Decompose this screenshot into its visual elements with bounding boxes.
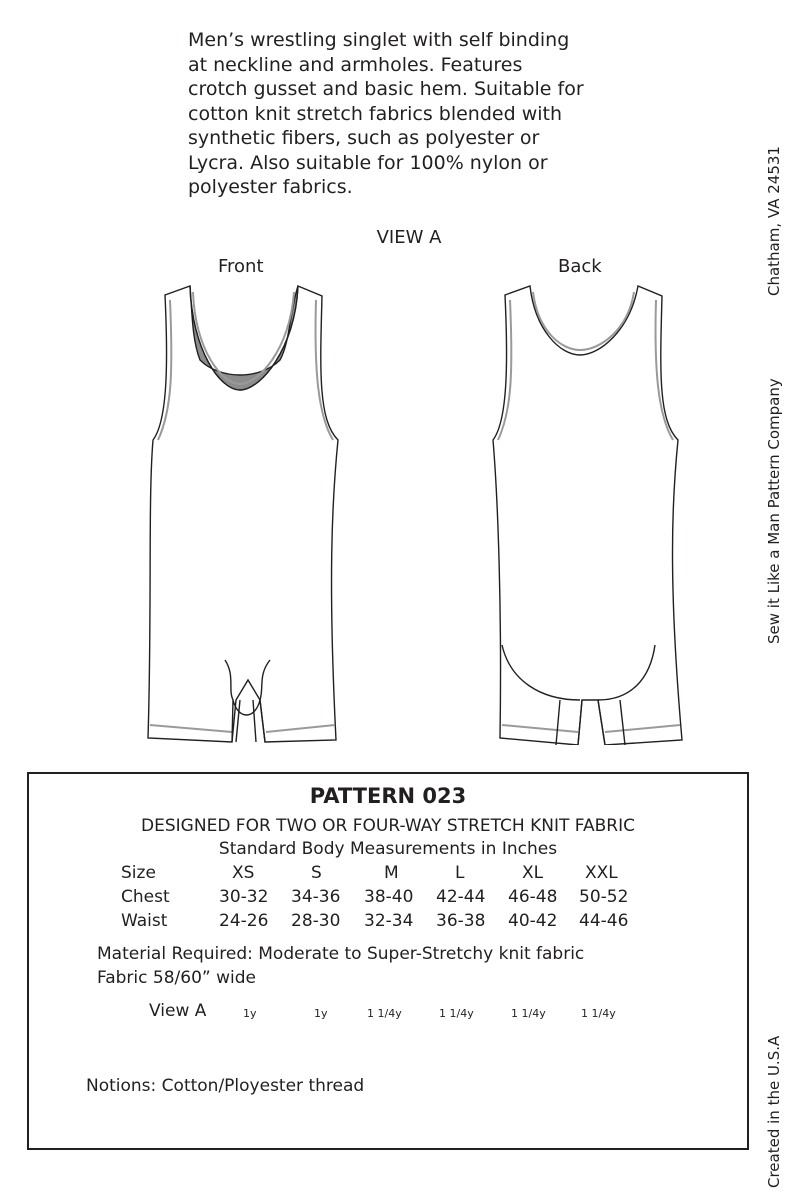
cell: XL (522, 863, 544, 883)
back-view-drawing (493, 286, 682, 745)
description-line: polyester fabrics. (188, 176, 353, 198)
back-label: Back (558, 256, 602, 277)
notions: Notions: Cotton/Ployester thread (86, 1076, 365, 1096)
cell: 24-26 (219, 911, 269, 931)
cell: 1 1/4y (581, 1007, 616, 1020)
cell: 1 1/4y (439, 1007, 474, 1020)
pattern-info-box (27, 772, 749, 1150)
cell: 1 1/4y (511, 1007, 546, 1020)
row-label: Chest (121, 887, 170, 907)
description-line: Lycra. Also suitable for 100% nylon or (188, 151, 548, 174)
address-text: Chatham, VA 24531 (765, 146, 783, 296)
description-line: cotton knit stretch fabrics blended with (188, 102, 562, 125)
description-line: Men’s wrestling singlet with self binding (188, 29, 570, 51)
material-required: Material Required: Moderate to Super-Stretchy knit fabric (97, 944, 585, 964)
cell: 50-52 (579, 887, 629, 907)
view-title: VIEW A (376, 227, 442, 248)
row-label: Size (121, 863, 156, 883)
pattern-title: PATTERN 023 (309, 784, 467, 808)
cell: 1 1/4y (367, 1007, 402, 1020)
cell: 30-32 (219, 887, 269, 907)
description-line: crotch gusset and basic hem. Suitable for (188, 78, 584, 100)
fabric-width: Fabric 58/60” wide (97, 968, 256, 988)
cell: 44-46 (579, 911, 629, 931)
cell: 38-40 (364, 887, 414, 907)
row-label: View A (149, 1001, 207, 1021)
cell: S (311, 863, 322, 883)
cell: 40-42 (508, 911, 558, 931)
description-line: synthetic fibers, such as polyester or (188, 127, 540, 149)
cell: 32-34 (364, 911, 414, 931)
cell: 42-44 (436, 887, 486, 907)
origin-text: Created in the U.S.A (765, 1035, 783, 1188)
cell: 1y (243, 1007, 257, 1020)
company-name: Sew it Like a Man Pattern Company (765, 378, 783, 644)
pattern-description (188, 28, 608, 200)
front-label: Front (218, 256, 264, 277)
row-label: Waist (121, 911, 168, 931)
cell: 46-48 (508, 887, 558, 907)
garment-illustrations (140, 280, 690, 745)
cell: 1y (314, 1007, 328, 1020)
cell: 34-36 (291, 887, 341, 907)
cell: XS (232, 863, 255, 883)
measurements-title: Standard Body Measurements in Inches (218, 839, 558, 859)
cell: M (384, 863, 399, 883)
description-line: at neckline and armholes. Features (188, 53, 523, 76)
fabric-subtitle: DESIGNED FOR TWO OR FOUR-WAY STRETCH KNIT FABRIC (141, 816, 635, 836)
cell: 36-38 (436, 911, 486, 931)
front-view-drawing (148, 286, 338, 742)
cell: XXL (585, 863, 618, 883)
cell: L (455, 863, 465, 883)
cell: 28-30 (291, 911, 341, 931)
